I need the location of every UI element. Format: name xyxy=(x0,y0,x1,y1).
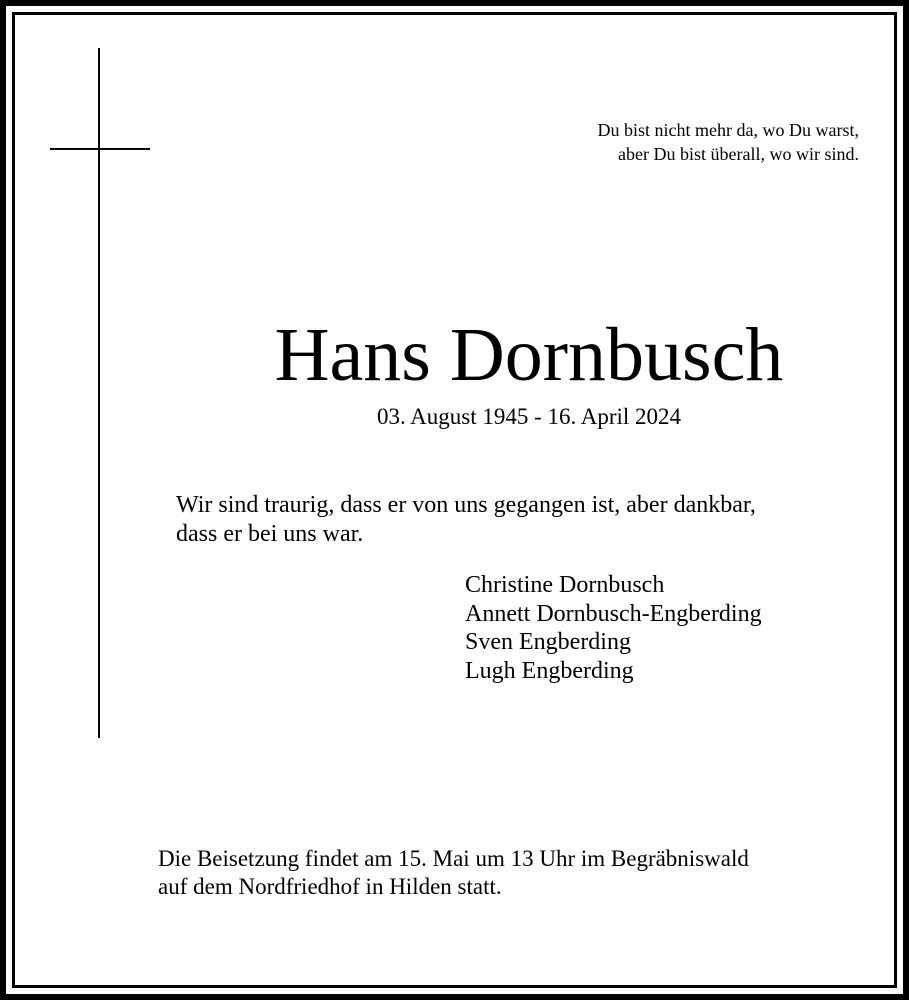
funeral-notice-line: Die Beisetzung findet am 15. Mai um 13 Uhr im Begräbniswald xyxy=(158,846,749,871)
deceased-name: Hans Dornbusch xyxy=(274,313,784,397)
mourner-name: Annett Dornbusch-Engberding xyxy=(465,600,762,627)
life-dates: 03. August 1945 - 16. April 2024 xyxy=(376,404,682,429)
mourning-text-line: Wir sind traurig, dass er von uns gegangen ist, aber dankbar, xyxy=(176,492,756,518)
mourners-list xyxy=(465,571,762,685)
funeral-notice-line: auf dem Nordfriedhof in Hilden statt. xyxy=(158,874,502,899)
motto-quote xyxy=(598,118,859,166)
cross-horizontal-bar xyxy=(50,148,150,150)
mourning-text-line: dass er bei uns war. xyxy=(176,521,364,547)
mourner-name: Lugh Engberding xyxy=(465,657,634,684)
motto-line: Du bist nicht mehr da, wo Du warst, xyxy=(597,120,859,140)
motto-line: aber Du bist überall, wo wir sind. xyxy=(618,144,859,164)
mourner-name: Christine Dornbusch xyxy=(465,572,665,598)
funeral-notice xyxy=(158,845,749,901)
mourning-text xyxy=(176,491,756,549)
mourner-name: Sven Engberding xyxy=(465,629,631,655)
